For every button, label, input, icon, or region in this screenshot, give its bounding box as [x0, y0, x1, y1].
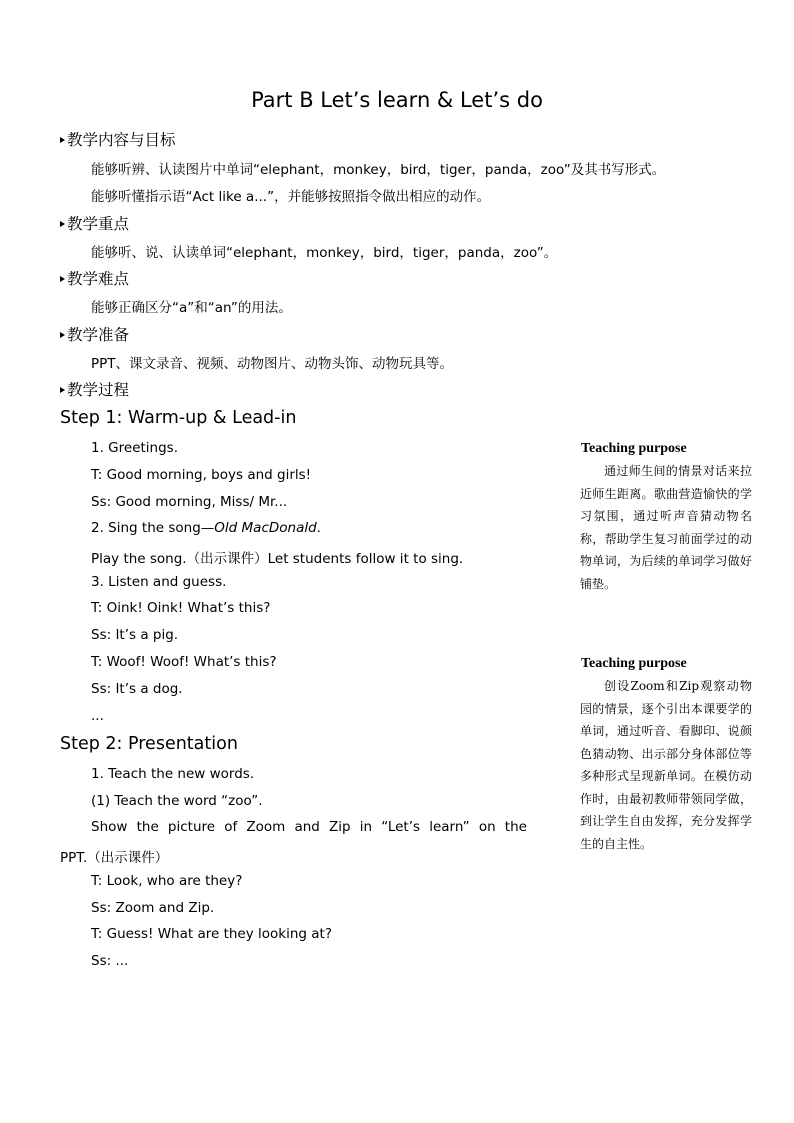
step2-title: Step 2: Presentation — [60, 734, 238, 754]
bullet-triangle-icon — [60, 137, 65, 143]
step1-line: Play the song.（出示课件）Let students follow it to sing. — [91, 551, 464, 567]
step2-line: Ss: Zoom and Zip. — [91, 900, 215, 916]
step2-line: PPT.（出示课件） — [60, 850, 169, 866]
song-title: Old MacDonald — [214, 520, 317, 536]
section-heading-key-points: 教学重点 — [60, 212, 129, 234]
side-note-title: Teaching purpose — [581, 656, 687, 671]
bullet-triangle-icon — [60, 276, 65, 282]
step1-line: Ss: Good morning, Miss/ Mr... — [91, 494, 288, 510]
step1-line: T: Good morning, boys and girls! — [91, 467, 312, 483]
key-point-line-1: 能够听、说、认读单词“elephant，monkey，bird，tiger，panda，zoo”。 — [91, 245, 558, 261]
difficulty-line-1: 能够正确区分“a”和“an”的用法。 — [91, 300, 292, 316]
section-heading-difficulties: 教学难点 — [60, 267, 129, 289]
step1-title: Step 1: Warm-up & Lead-in — [60, 408, 297, 428]
step1-line-song: 2. Sing the song—Old MacDonald. — [91, 520, 321, 536]
step2-line: (1) Teach the word “zoo”. — [91, 793, 263, 809]
step1-line: T: Woof! Woof! What’s this? — [91, 654, 277, 670]
step1-line: Ss: It’s a pig. — [91, 627, 179, 643]
step2-line: 1. Teach the new words. — [91, 766, 255, 782]
side-note-text: 创设Zoom和Zip观察动物园的情景，逐个引出本课要学的单词，通过听音、看脚印、说颜色猜动物、出示部分身体部位等多种形式呈现新单词。在模仿动作时，由最初教师带领同学做，到让学生自由发挥，充分发挥学生的自主性。 — [580, 679, 752, 851]
content-goal-line-1: 能够听辨、认读图片中单词“elephant，monkey，bird，tiger，panda，zoo”及其书写形式。 — [91, 162, 666, 178]
side-note-text: 通过师生间的情景对话来拉近师生距离。歌曲营造愉快的学习氛围，通过听声音猜动物名称，帮助学生复习前面学过的动物单词，为后续的单词学习做好铺垫。 — [580, 464, 752, 591]
step1-line: ... — [91, 708, 104, 724]
content-goal-line-2: 能够听懂指示语“Act like a...”，并能够按照指令做出相应的动作。 — [91, 189, 491, 205]
step1-line: 1. Greetings. — [91, 440, 178, 456]
bullet-triangle-icon — [60, 332, 65, 338]
step1-line: 3. Listen and guess. — [91, 574, 227, 590]
step1-line: Ss: It’s a dog. — [91, 681, 183, 697]
page-title: Part B Let’s learn & Let’s do — [251, 88, 543, 112]
step2-line-justified: Show the picture of Zoom and Zip in “Let’s learn” on the — [91, 819, 527, 835]
step2-line: T: Guess! What are they looking at? — [91, 926, 333, 942]
bullet-triangle-icon — [60, 387, 65, 393]
bullet-triangle-icon — [60, 221, 65, 227]
section-heading-process: 教学过程 — [60, 378, 129, 400]
section-heading-preparation: 教学准备 — [60, 323, 129, 345]
step1-line: T: Oink! Oink! What’s this? — [91, 600, 271, 616]
side-note-title: Teaching purpose — [581, 441, 687, 456]
section-heading-content-goals: 教学内容与目标 — [60, 128, 176, 150]
step2-line: Ss: ... — [91, 953, 129, 969]
preparation-line-1: PPT、课文录音、视频、动物图片、动物头饰、动物玩具等。 — [91, 356, 454, 372]
step2-line: T: Look, who are they? — [91, 873, 243, 889]
